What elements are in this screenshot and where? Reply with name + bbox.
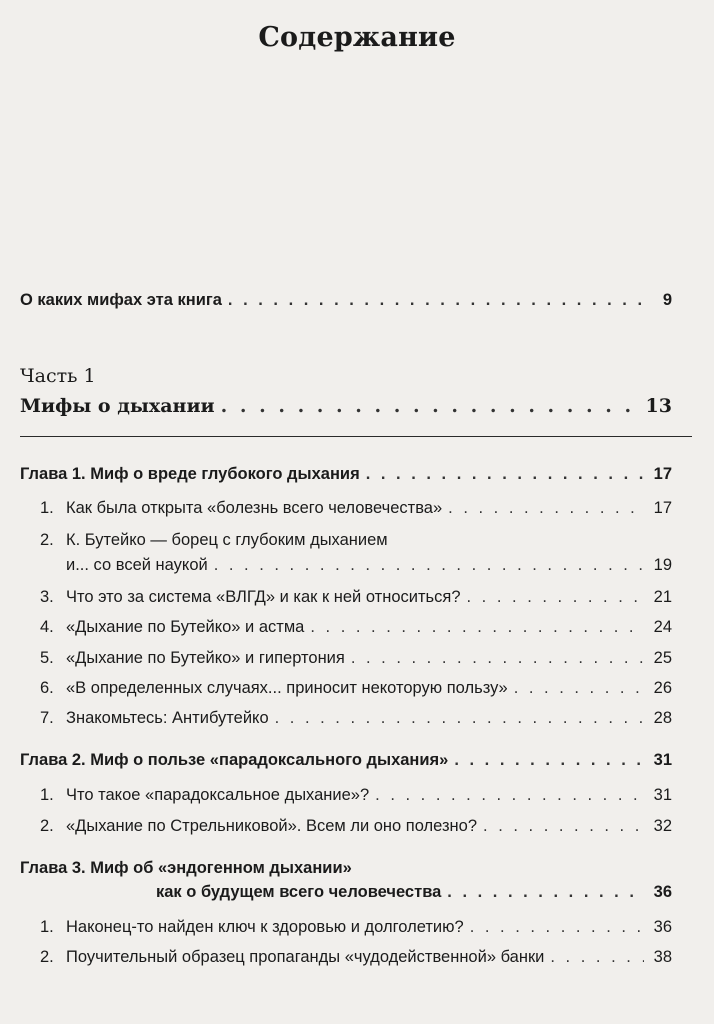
item-number: 6. [40,679,54,697]
leader-dots [483,816,644,836]
toc-item[interactable] [40,947,672,967]
item-text-line1: К. Бутейко — борец с глубоким дыханием [66,531,388,549]
toc-item[interactable] [40,708,672,728]
item-text: Как была открыта «болезнь всего человечества» [66,499,443,517]
item-number: 3. [40,588,54,606]
toc-page-number: 9 [662,291,672,309]
leader-dots [447,882,644,902]
item-text: Что такое «парадоксальное дыхание»? [66,786,370,804]
item-text: Знакомьтесь: Антибутейко [66,709,269,727]
toc-page-number: 19 [653,556,672,574]
item-text: «Дыхание по Бутейко» и астма [66,618,305,636]
item-text: «В определенных случаях... приносит некоторую пользу» [66,679,508,697]
chapter-title: Глава 2. Миф о пользе «парадоксального дыхания» [20,751,449,769]
leader-dots [351,648,644,668]
toc-item[interactable] [40,587,672,607]
toc-page-number: 31 [653,751,672,769]
toc-page-number: 25 [653,649,672,667]
chapter-title: Глава 1. Миф о вреде глубокого дыхания [20,465,360,483]
leader-dots [310,617,644,637]
toc-page-number: 17 [653,499,672,517]
item-text: и... со всей наукой [66,556,208,574]
toc-item[interactable] [40,678,672,698]
leader-dots [221,396,640,416]
item-number: 1. [40,499,54,517]
leader-dots [375,785,644,805]
toc-item[interactable] [40,917,672,937]
toc-chapter-3[interactable] [156,882,672,902]
toc-page-number: 36 [653,918,672,936]
leader-dots [454,750,644,770]
toc-entry-intro[interactable] [20,290,672,310]
item-text: Поучительный образец пропаганды «чудодейственной» банки [66,948,545,966]
toc-page-number: 32 [653,817,672,835]
toc-item[interactable] [40,498,672,518]
leader-dots [366,464,644,484]
item-text: Что это за система «ВЛГД» и как к ней относиться? [66,588,461,606]
page-title: Содержание [258,22,456,53]
toc-page-number: 38 [653,948,672,966]
toc-page-number: 17 [653,465,672,483]
leader-dots [467,587,644,607]
toc-item[interactable] [40,816,672,836]
leader-dots [448,498,644,518]
item-number: 4. [40,618,54,636]
item-text: «Дыхание по Стрельниковой». Всем ли оно полезно? [66,817,478,835]
item-number: 1. [40,786,54,804]
item-text: Наконец-то найден ключ к здоровью и долголетию? [66,918,464,936]
toc-item[interactable] [40,648,672,668]
toc-page-number: 21 [653,588,672,606]
item-text: «Дыхание по Бутейко» и гипертония [66,649,345,667]
leader-dots [470,917,644,937]
toc-page-number: 26 [653,679,672,697]
item-number: 2. [40,531,54,549]
toc-item[interactable] [40,785,672,805]
item-number: 2. [40,948,54,966]
leader-dots [550,947,644,967]
toc-page-number: 28 [653,709,672,727]
toc-page-number: 24 [653,618,672,636]
leader-dots [514,678,644,698]
item-number: 2. [40,817,54,835]
item-number: 5. [40,649,54,667]
toc-page-number: 31 [653,786,672,804]
toc-entry-part1[interactable] [20,396,672,416]
toc-entry-text: О каких мифах эта книга [20,291,222,309]
part-title: Мифы о дыхании [20,395,215,417]
leader-dots [275,708,644,728]
item-number: 7. [40,709,54,727]
divider [20,436,692,437]
item-number: 1. [40,918,54,936]
toc-page-number: 36 [653,883,672,901]
toc-page-number: 13 [645,395,672,417]
toc-chapter-2[interactable] [20,750,672,770]
chapter-title-line1: Глава 3. Миф об «эндогенном дыхании» [20,859,352,877]
part-label: Часть 1 [20,365,96,387]
chapter-title: как о будущем всего человечества [156,883,442,901]
toc-item-line1 [40,530,388,550]
toc-item[interactable] [66,555,672,575]
toc-item[interactable] [40,617,672,637]
leader-dots [228,290,644,310]
leader-dots [214,555,644,575]
toc-chapter-1[interactable] [20,464,672,484]
